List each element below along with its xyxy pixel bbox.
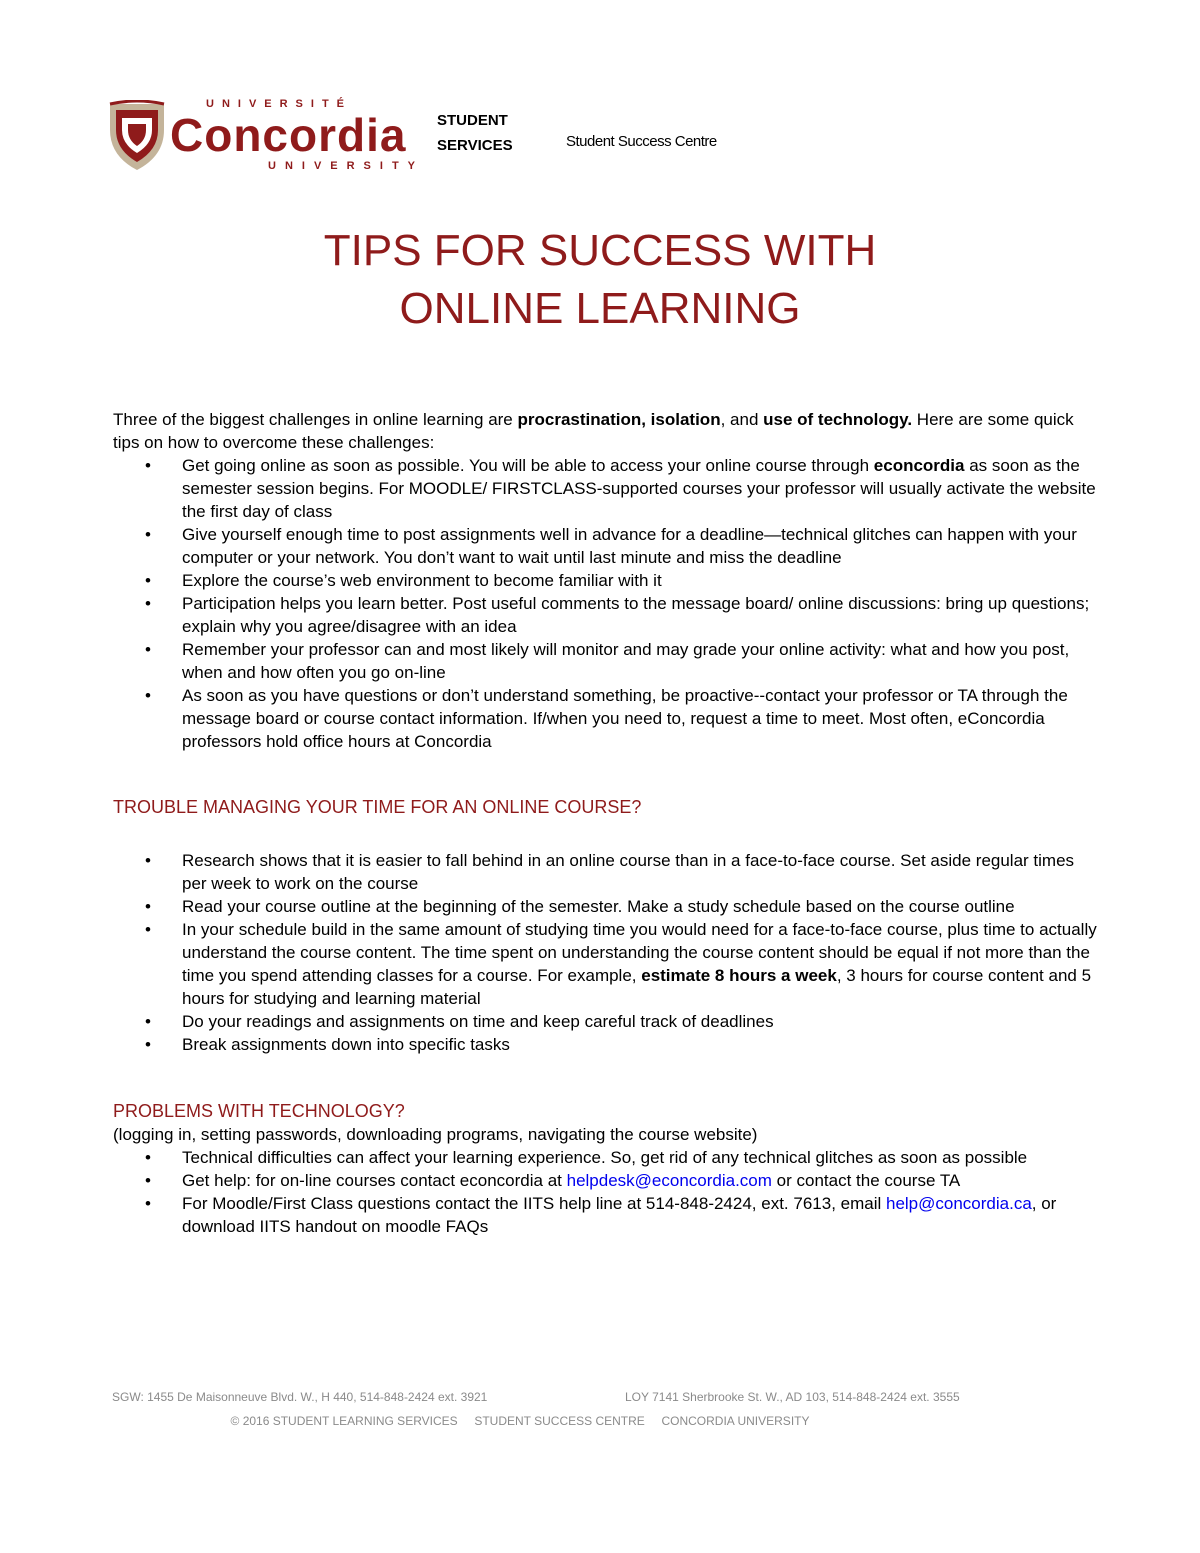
- department-line-1: STUDENT: [437, 112, 508, 129]
- list-item: • Research shows that it is easier to fall behind in an online course than in a face-to-face course. Set aside regular times per week to work on the course: [113, 849, 1103, 895]
- page-title: [0, 222, 1200, 338]
- time-list: [113, 849, 1103, 1056]
- list-item: • Read your course outline at the beginning of the semester. Make a study schedule based on the course outline: [113, 895, 1103, 918]
- technology-list: [113, 1146, 1103, 1238]
- section-heading-time: TROUBLE MANAGING YOUR TIME FOR AN ONLINE COURSE?: [113, 797, 642, 817]
- tips-list: [113, 454, 1103, 753]
- logo-top-text: UNIVERSITÉ: [206, 98, 353, 110]
- list-item: • Break assignments down into specific tasks: [113, 1033, 1103, 1056]
- main-content: [113, 408, 1103, 1238]
- list-item: • Explore the course’s web environment to become familiar with it: [113, 569, 1103, 592]
- department-name: [437, 108, 513, 158]
- shield-icon: [108, 100, 166, 172]
- list-item: • Give yourself enough time to post assignments well in advance for a deadline—technical glitches can happen with your computer or your network. You don’t want to wait until last minute and miss the deadline: [113, 523, 1103, 569]
- logo-wordmark: Concordia: [170, 109, 407, 161]
- intro-paragraph: Three of the biggest challenges in online learning are procrastination, isolation, and use of technology. Here are some quick tips on how to overcome these challenges:: [113, 410, 1074, 452]
- title-line-1: TIPS FOR SUCCESS WITH: [323, 226, 877, 275]
- list-item: • Participation helps you learn better. Post useful comments to the message board/ online discussions: bring up questions; explain why you agree/disagree with an idea: [113, 592, 1103, 638]
- list-item: • Remember your professor can and most likely will monitor and may grade your online activity: what and how you post, when and how often you go on-line: [113, 638, 1103, 684]
- footer-copyright: © 2016 STUDENT LEARNING SERVICES STUDENT SUCCESS CENTRE CONCORDIA UNIVERSITY: [230, 1414, 810, 1428]
- footer-sgw-address: SGW: 1455 De Maisonneuve Blvd. W., H 440, 514-848-2424 ext. 3921: [112, 1390, 488, 1404]
- centre-name: Student Success Centre: [566, 133, 717, 150]
- logo-bottom-text: UNIVERSITY: [268, 160, 425, 172]
- list-item: • As soon as you have questions or don’t understand something, be proactive--contact your professor or TA through the message board or course contact information. If/when you need to, request a time to meet. Most often, eConcordia professors hold office hours at Concordia: [113, 684, 1103, 753]
- footer-loyola-address: LOY 7141 Sherbrooke St. W., AD 103, 514-848-2424 ext. 3555: [625, 1390, 960, 1404]
- list-item: • Do your readings and assignments on time and keep careful track of deadlines: [113, 1010, 1103, 1033]
- list-item: • For Moodle/First Class questions contact the IITS help line at 514-848-2424, ext. 7613, email help@concordia.ca, or download IITS handout on moodle FAQs: [113, 1192, 1103, 1238]
- help-email-link[interactable]: help@concordia.ca: [885, 1194, 1032, 1213]
- section-heading-technology: PROBLEMS WITH TECHNOLOGY?: [113, 1101, 405, 1121]
- list-item: • Get help: for on-line courses contact econcordia at helpdesk@econcordia.com or contact the course TA: [113, 1169, 1103, 1192]
- list-item: • In your schedule build in the same amount of studying time you would need for a face-to-face course, plus time to actually understand the course content. The time spent on understanding the course content should be equal if not more than the time you spend attending classes for a course. For example, estimate 8 hours a week, 3 hours for course content and 5 hours for studying and learning material: [113, 918, 1103, 1010]
- concordia-logo: [108, 98, 425, 174]
- department-line-2: SERVICES: [437, 137, 513, 154]
- list-item: • Technical difficulties can affect your learning experience. So, get rid of any technical glitches as soon as possible: [113, 1146, 1103, 1169]
- title-line-2: ONLINE LEARNING: [399, 284, 801, 333]
- helpdesk-email-link[interactable]: helpdesk@econcordia.com: [566, 1171, 772, 1190]
- list-item: • Get going online as soon as possible. You will be able to access your online course through econcordia as soon as the semester session begins. For MOODLE/ FIRSTCLASS-supported courses your professor will usually activate the website the first day of class: [113, 454, 1103, 523]
- technology-subtitle: (logging in, setting passwords, downloading programs, navigating the course website): [113, 1125, 758, 1144]
